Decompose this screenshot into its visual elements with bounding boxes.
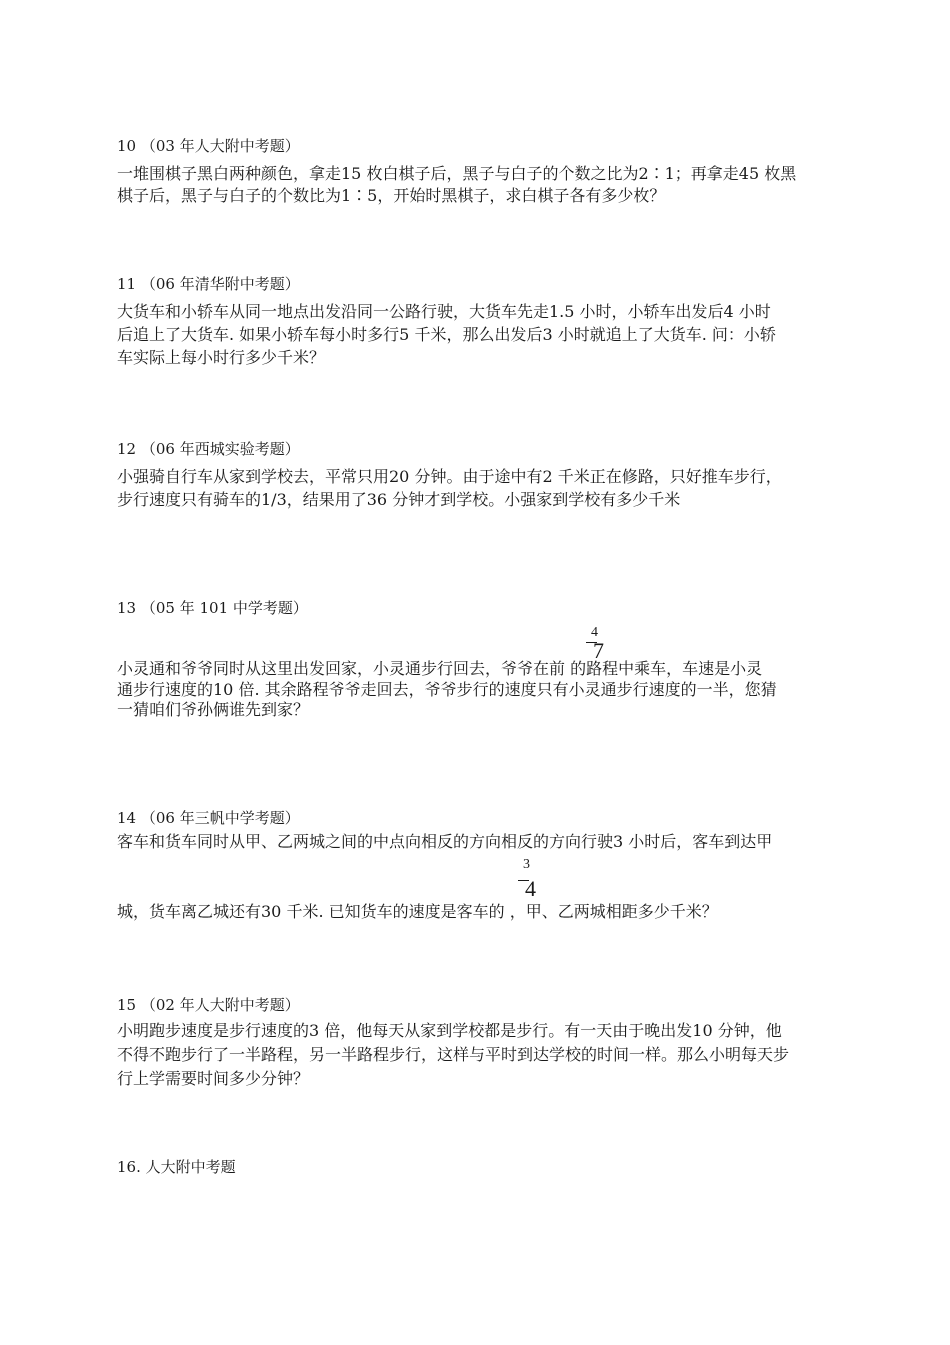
- problem-15-heading: 15 （02 年人大附中考题）: [117, 996, 300, 1014]
- problem-10-line-1: 一堆围棋子黑白两种颜色，拿走15 枚白棋子后，黑子与白子的个数之比为2∶1；再拿走45 枚黑: [117, 164, 797, 183]
- problem-15-line-1: 小明跑步速度是步行速度的3 倍，他每天从家到学校都是步行。有一天由于晚出发10 分钟，他: [117, 1021, 782, 1040]
- problem-11-heading: 11 （06 年清华附中考题）: [117, 275, 300, 293]
- problem-12-line-2: 步行速度只有骑车的1/3，结果用了36 分钟才到学校。小强家到学校有多少千米: [117, 490, 681, 509]
- problem-13-fraction-numerator: 4: [591, 625, 598, 640]
- problem-13-fraction-denominator: 7: [593, 638, 604, 663]
- problem-16-heading: 16. 人大附中考题: [117, 1158, 236, 1176]
- problem-13-line-1: 小灵通和爷爷同时从这里出发回家，小灵通步行回去，爷爷在前 的路程中乘车，车速是小灵: [117, 659, 763, 678]
- problem-11-line-3: 车实际上每小时行多少千米？: [117, 348, 326, 367]
- problem-13-heading: 13 （05 年 101 中学考题）: [117, 599, 308, 617]
- problem-14-heading: 14 （06 年三帆中学考题）: [117, 809, 300, 827]
- problem-15-line-2: 不得不跑步行了一半路程，另一半路程步行，这样与平时到达学校的时间一样。那么小明每天步: [117, 1045, 790, 1064]
- problem-14-fraction-numerator: 3: [523, 857, 530, 872]
- problem-14-line-1: 客车和货车同时从甲、乙两城之间的中点向相反的方向相反的方向行驶3 小时后，客车到达甲: [117, 832, 773, 851]
- problem-12-heading: 12 （06 年西城实验考题）: [117, 440, 300, 458]
- problem-15-line-3: 行上学需要时间多少分钟？: [117, 1069, 310, 1088]
- problem-11-line-1: 大货车和小轿车从同一地点出发沿同一公路行驶，大货车先走1.5 小时，小轿车出发后4 小时: [117, 302, 771, 321]
- problem-10-heading: 10 （03 年人大附中考题）: [117, 137, 300, 155]
- problem-12-line-1: 小强骑自行车从家到学校去，平常只用20 分钟。由于途中有2 千米正在修路，只好推车步行，: [117, 467, 782, 486]
- problem-13-line-2: 通步行速度的10 倍. 其余路程爷爷走回去，爷爷步行的速度只有小灵通步行速度的一半，您猜: [117, 680, 777, 699]
- problem-14-fraction-denominator: 4: [525, 876, 536, 901]
- problem-10-line-2: 棋子后，黑子与白子的个数比为1∶5，开始时黑棋子，求白棋子各有多少枚？: [117, 186, 666, 205]
- problem-13-line-3: 一猜咱们爷孙俩谁先到家？: [117, 700, 310, 719]
- problem-14-line-2: 城，货车离乙城还有30 千米. 已知货车的速度是客车的 ，甲、乙两城相距多少千米？: [117, 902, 718, 921]
- problem-11-line-2: 后追上了大货车. 如果小轿车每小时多行5 千米，那么出发后3 小时就追上了大货车. 问：小轿: [117, 325, 776, 344]
